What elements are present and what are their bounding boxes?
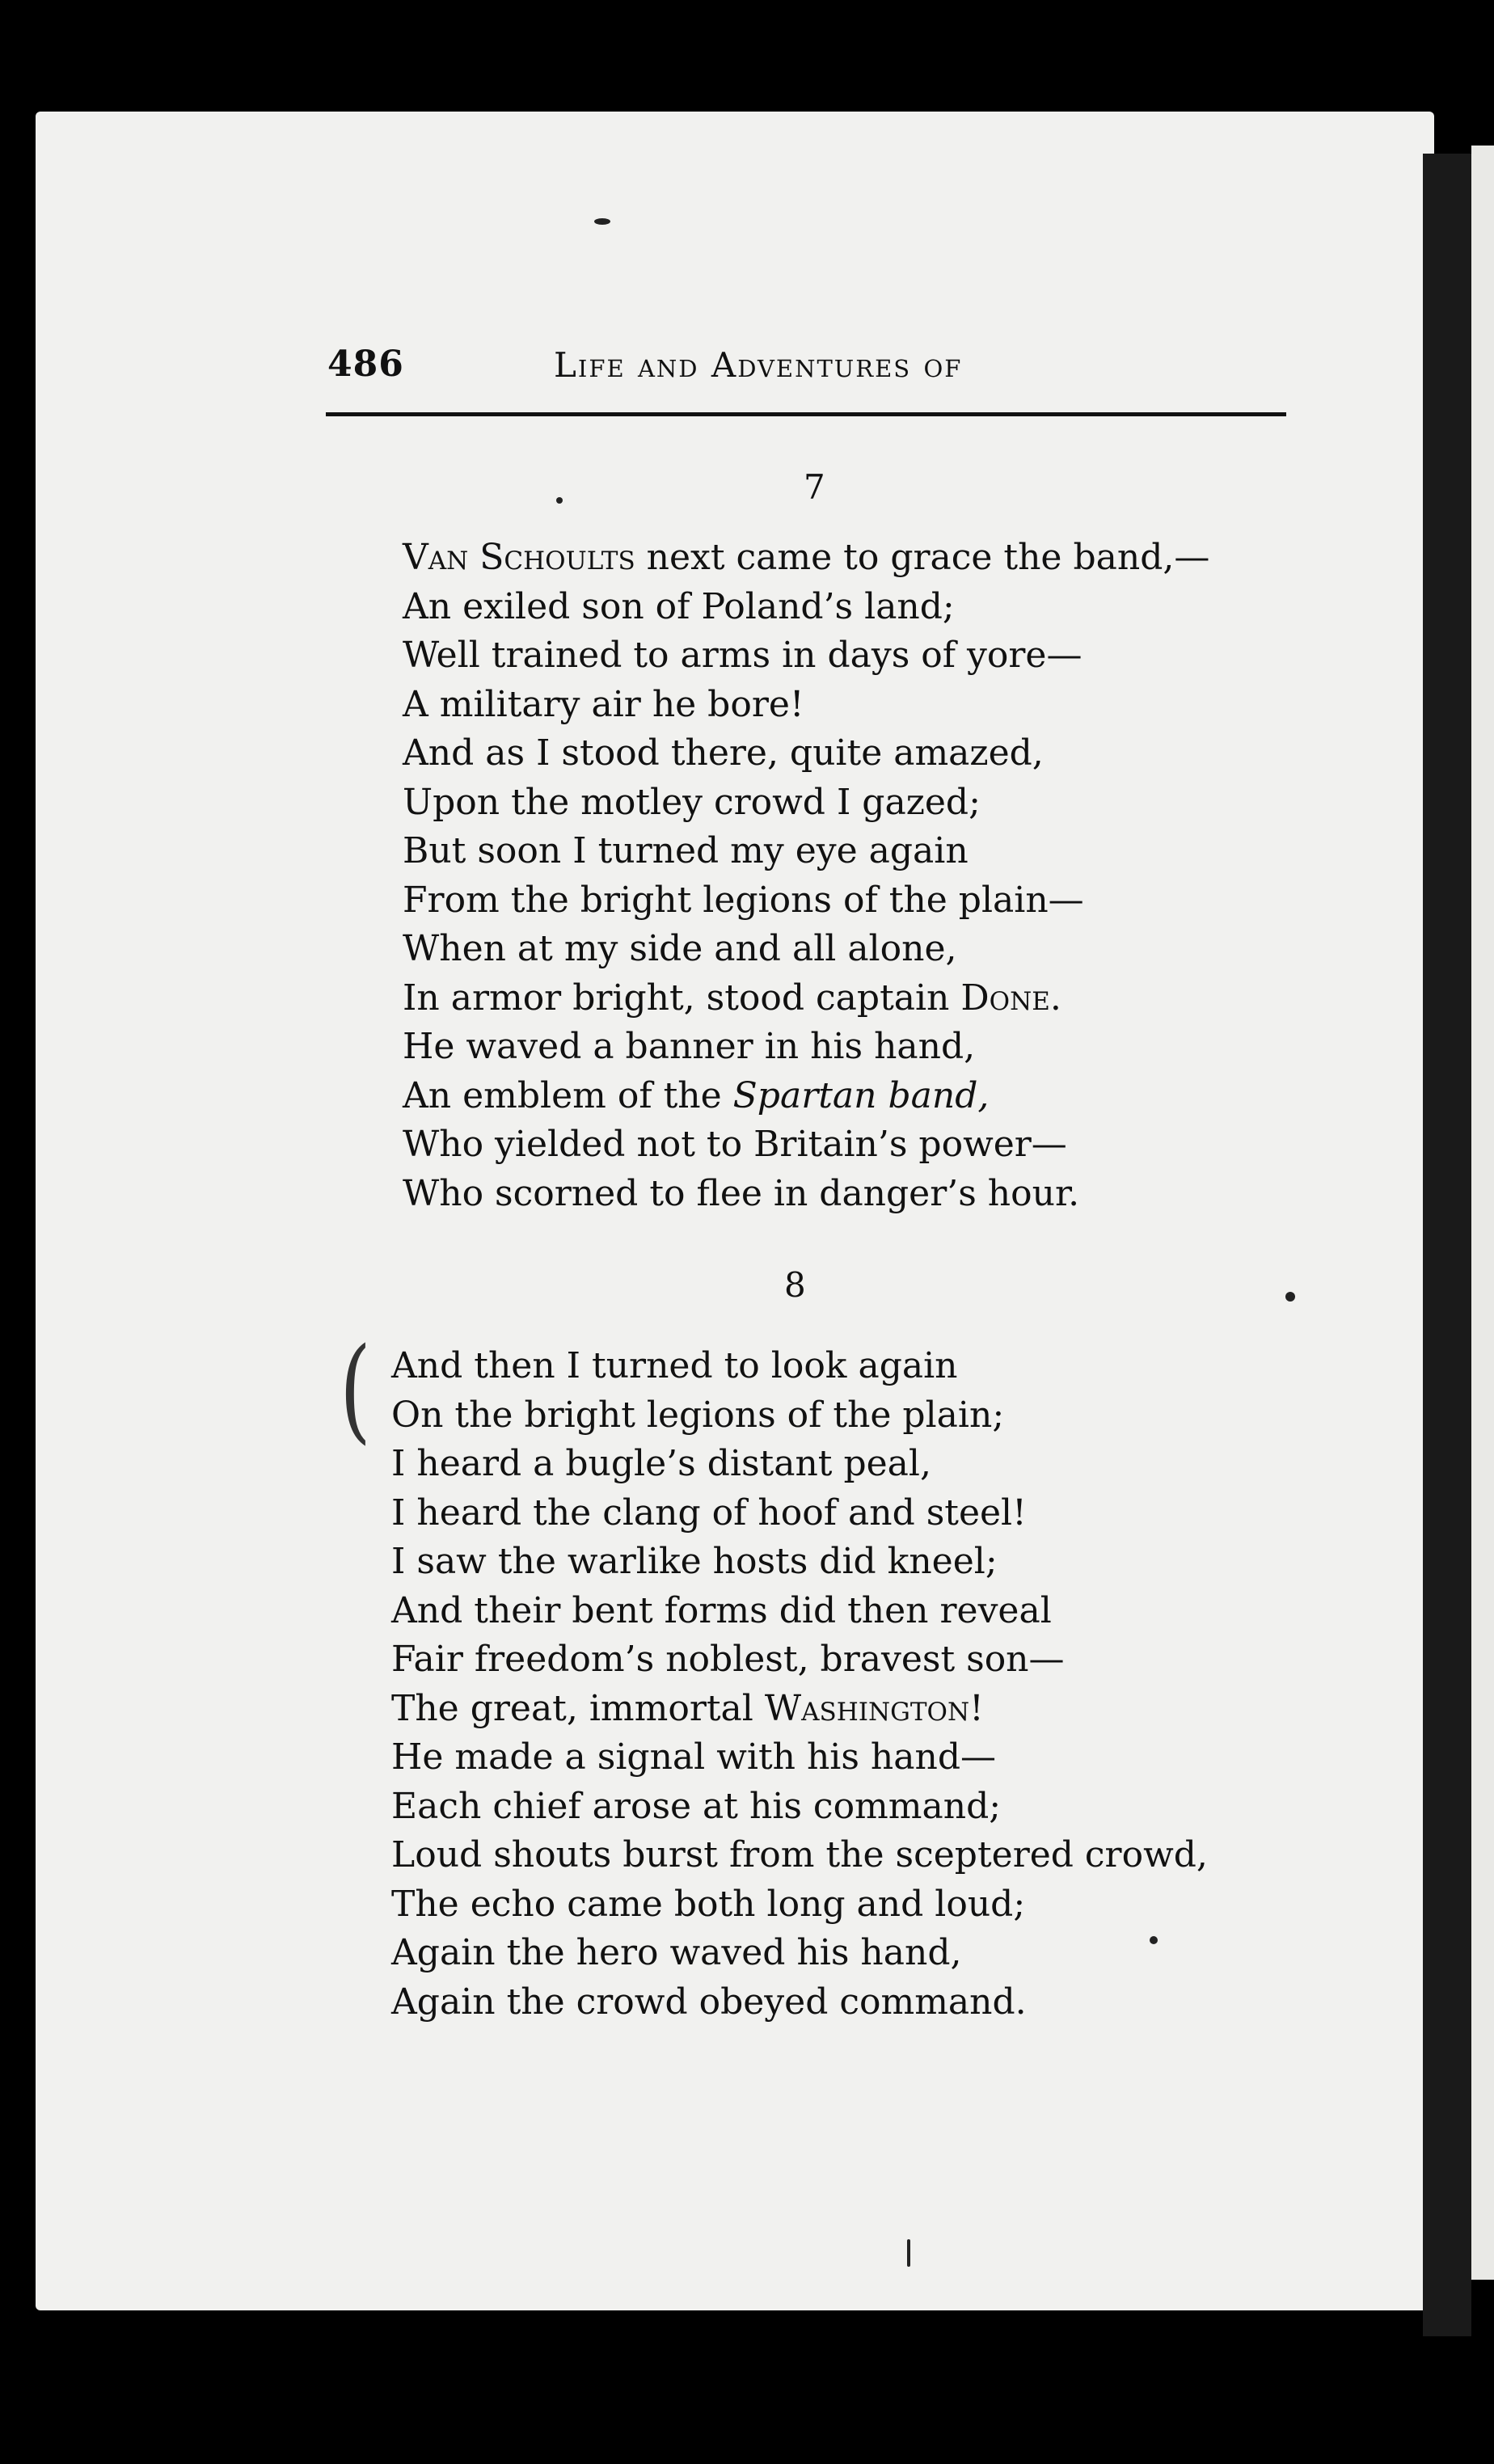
pencil-mark: ( <box>340 1323 372 1456</box>
poem-line-text: An emblem of the <box>403 1074 733 1116</box>
poem-line <box>391 1733 1208 1783</box>
poem-line-text: Upon the motley crowd I gazed; <box>403 781 981 823</box>
poem-line-text: And then I turned to look again <box>391 1345 958 1386</box>
poem-line-text: In armor bright, stood captain <box>403 977 961 1019</box>
scan-speck <box>556 497 563 504</box>
poem-line-text: The echo came both long and loud; <box>391 1883 1026 1925</box>
poem-line-text: A military air he bore! <box>403 683 804 725</box>
poem-line-text: Again the hero waved his hand, <box>391 1932 962 1973</box>
page-header <box>327 344 1285 408</box>
poem-line-text: When at my side and all alone, <box>403 928 957 969</box>
poem-line <box>403 876 1209 926</box>
poem-line <box>403 974 1209 1023</box>
poem-line <box>391 1685 1208 1734</box>
poem-line-text: But soon I turned my eye again <box>403 830 969 871</box>
poem-line-text: On the bright legions of the plain; <box>391 1394 1005 1436</box>
poem-line <box>403 1023 1209 1072</box>
poem-line <box>391 1440 1208 1489</box>
poem-line <box>403 778 1209 828</box>
poem-line-text: An exiled son of Poland’s land; <box>403 585 955 627</box>
page-number: 486 <box>327 344 404 385</box>
scan-speck <box>1150 1936 1158 1944</box>
poem-line <box>391 1342 1208 1391</box>
poem-line-text: From the bright legions of the plain— <box>403 879 1084 921</box>
poem-line-text: Van Schoults <box>403 537 635 578</box>
next-page-edge <box>1471 146 1494 2280</box>
poem-line <box>391 1635 1208 1685</box>
poem-line-text: Who scorned to flee in danger’s hour. <box>403 1172 1080 1214</box>
poem-line-text: Again the crowd obeyed command. <box>391 1981 1027 2023</box>
poem-line-text: . <box>1049 977 1061 1019</box>
poem-line <box>403 925 1209 974</box>
page-gutter-shadow <box>1423 154 1471 2336</box>
poem-line-text: ! <box>969 1687 984 1729</box>
poem-line <box>403 827 1209 876</box>
poem-line-text: Fair freedom’s noblest, bravest son— <box>391 1639 1065 1680</box>
scan-speck <box>907 2239 910 2267</box>
poem-line-text: And their bent forms did then reveal <box>391 1589 1052 1631</box>
poem-line <box>403 1170 1209 1219</box>
stanza <box>391 1342 1208 2027</box>
poem-line-text: The great, immortal <box>391 1687 765 1729</box>
poem-line <box>391 1391 1208 1441</box>
poem-line <box>403 1072 1209 1121</box>
poem-line <box>403 534 1209 583</box>
poem-line <box>391 1783 1208 1832</box>
poem-line-text: And as I stood there, quite amazed, <box>403 732 1044 774</box>
poem-line <box>391 1587 1208 1636</box>
poem-line-text: I heard a bugle’s distant peal, <box>391 1443 931 1484</box>
poem-line <box>391 1489 1208 1538</box>
poem-line-text: Who yielded not to Britain’s power— <box>403 1124 1067 1165</box>
poem-line <box>391 1929 1208 1978</box>
poem-line-text: He waved a banner in his hand, <box>403 1026 976 1067</box>
poem-line-text: Spartan band, <box>732 1074 990 1116</box>
scan-speck <box>1285 1292 1295 1302</box>
stanza-number: 7 <box>804 467 825 507</box>
poem-line <box>403 631 1209 681</box>
stanza-number: 8 <box>784 1265 806 1305</box>
poem-line-text: Well trained to arms in days of yore— <box>403 635 1083 676</box>
poem-line-text: Loud shouts burst from the sceptered crowd, <box>391 1834 1208 1875</box>
scan-speck <box>594 218 610 225</box>
poem-line <box>403 583 1209 632</box>
poem-line-text: Done <box>960 977 1050 1019</box>
poem-line <box>391 1978 1208 2027</box>
poem-line <box>403 1120 1209 1170</box>
poem-line-text: I heard the clang of hoof and steel! <box>391 1491 1027 1534</box>
header-rule <box>326 412 1286 416</box>
poem-line <box>391 1831 1208 1880</box>
poem-line-text: Washington <box>764 1687 970 1729</box>
poem-line <box>403 729 1209 778</box>
poem-line <box>391 1880 1208 1930</box>
poem-line-text: I saw the warlike hosts did kneel; <box>391 1541 998 1582</box>
poem-line-text: Each chief arose at his command; <box>391 1785 1002 1827</box>
running-title: Life and Adventures of <box>554 345 963 385</box>
poem-line <box>403 681 1209 730</box>
poem-line-text: He made a signal with his hand— <box>391 1736 996 1778</box>
poem-line <box>391 1538 1208 1587</box>
poem-line-text: next came to grace the band,— <box>635 537 1210 578</box>
stanza <box>403 534 1209 1218</box>
